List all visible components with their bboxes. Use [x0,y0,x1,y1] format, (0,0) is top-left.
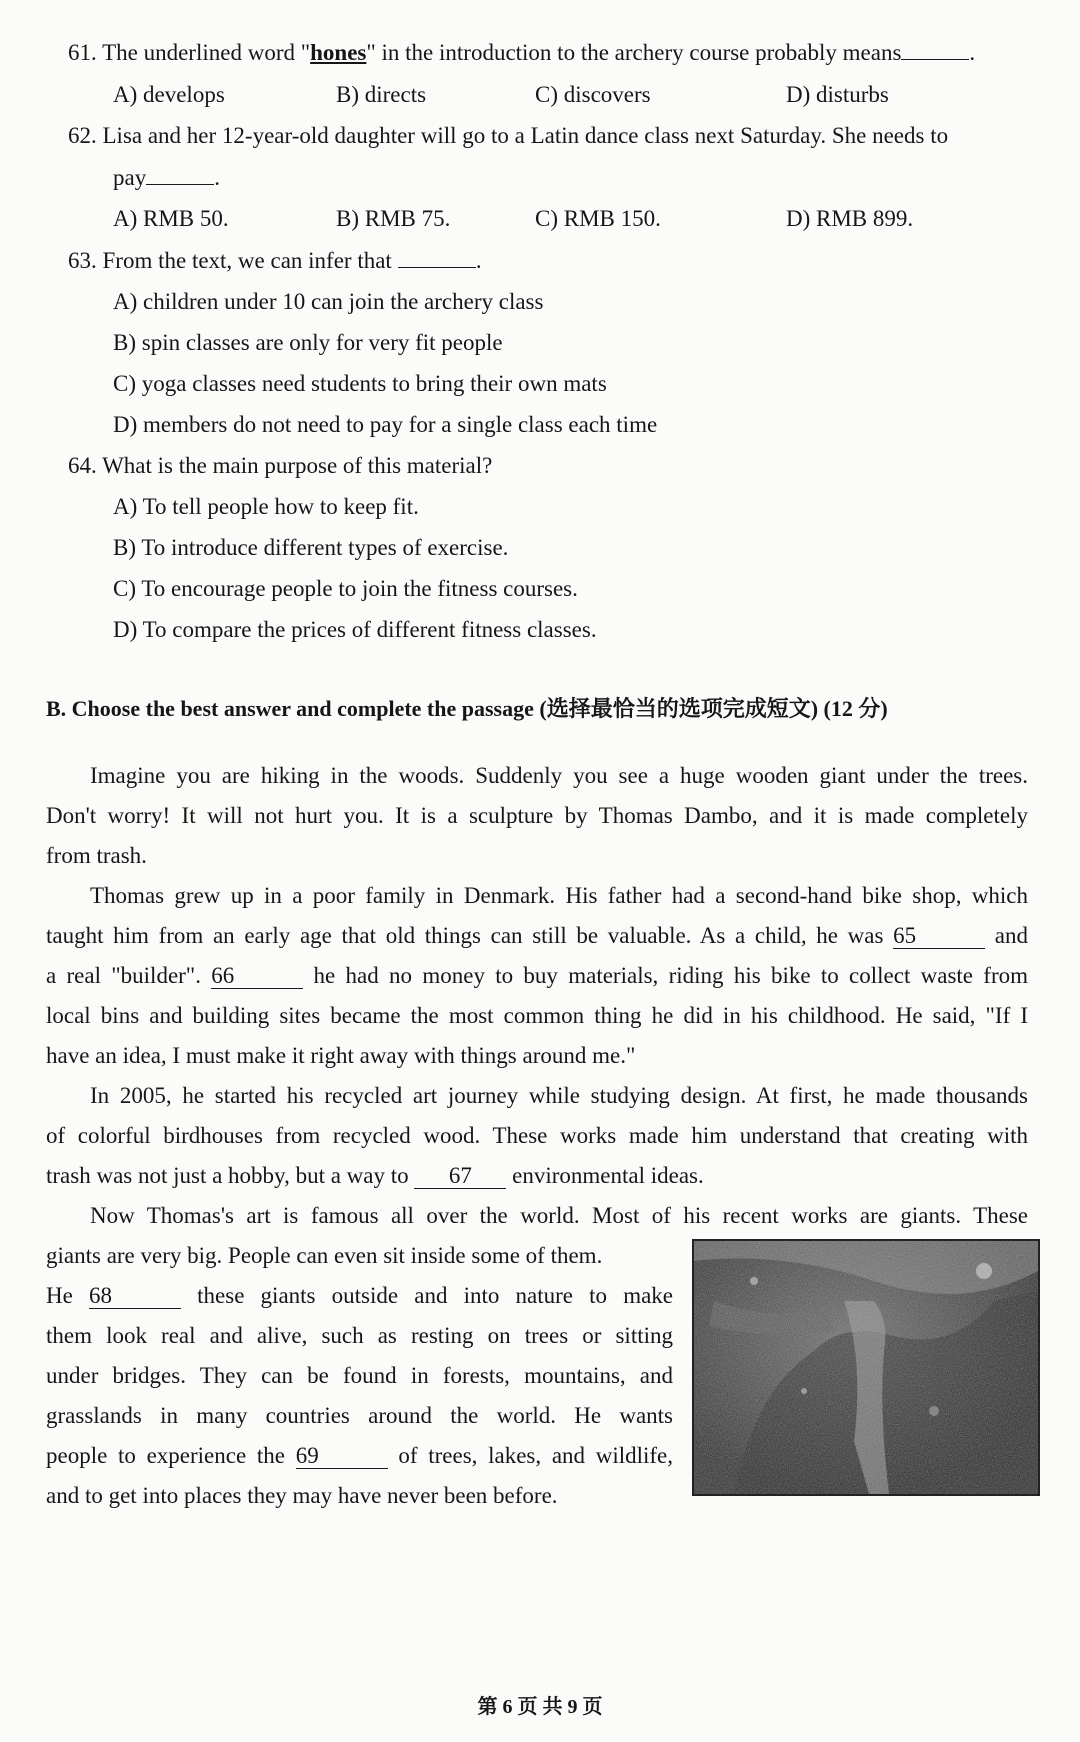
passage-p3-line2: of colorful birdhouses from recycled wood. These works made him understand that creating with [46,1123,1028,1148]
passage-p4-line4: them look real and alive, such as resting on trees or sitting [46,1323,673,1348]
passage-p1-line1: Imagine you are hiking in the woods. Suddenly you see a huge wooden giant under the trees. [90,763,1028,788]
passage-p4-line8: and to get into places they may have never been before. [46,1483,558,1508]
q63-option-a: A) children under 10 can join the archery class [113,289,544,314]
passage-p1-line2: Don't worry! It will not hurt you. It is a sculpture by Thomas Dambo, and it is made completely [46,803,1028,828]
question-61-stem: 61. The underlined word "hones" in the introduction to the archery course probably means . [68,40,976,65]
passage-p4-line3: He 68 these giants outside and into nature to make [46,1283,673,1308]
passage-p3-line3: trash was not just a hobby, but a way to 67 environmental ideas. [46,1163,704,1188]
q64-option-c: C) To encourage people to join the fitness courses. [113,576,578,601]
passage-p4-line7: people to experience the 69 of trees, lakes, and wildlife, [46,1443,674,1468]
blank-66: 66 [211,964,303,989]
page-footer: 第 6 页 共 9 页 [477,1696,603,1718]
blank-68: 68 [89,1284,181,1309]
q61-option-c: C) discovers [535,82,651,107]
q61-option-a: A) develops [113,82,225,107]
section-b-heading: B. Choose the best answer and complete the passage (选择最恰当的选项完成短文) (12 分) [46,696,888,721]
question-62-stem: 62. Lisa and her 12-year-old daughter will go to a Latin dance class next Saturday. She needs to [68,123,949,148]
q61-option-b: B) directs [336,82,427,107]
answer-blank [146,184,214,185]
q61-option-d: D) disturbs [786,82,889,107]
q64-option-a: A) To tell people how to keep fit. [113,494,419,519]
q62-option-a: A) RMB 50. [113,206,229,231]
q62-option-d: D) RMB 899. [786,206,914,231]
passage-p3-line1: In 2005, he started his recycled art journey while studying design. At first, he made thousands [90,1083,1028,1108]
passage-p4-line2: giants are very big. People can even sit inside some of them. [46,1243,603,1268]
q62-option-b: B) RMB 75. [336,206,451,231]
blank-65: 65 [893,924,985,949]
passage-p4-line6: grasslands in many countries around the world. He wants [46,1403,673,1428]
blank-67: 67 [414,1164,506,1189]
forest-sculpture-image [694,1241,1038,1494]
blank-69: 69 [296,1444,388,1469]
q62-option-c: C) RMB 150. [535,206,661,231]
answer-blank [901,59,969,60]
underlined-word: hones [310,40,367,65]
passage-p2-line3: a real "builder". 66 he had no money to buy materials, riding his bike to collect waste from [46,963,1028,988]
passage-p2-line2: taught him from an early age that old things can still be valuable. As a child, he was 65 and [46,923,1029,948]
q63-option-c: C) yoga classes need students to bring their own mats [113,371,607,396]
question-64-stem: 64. What is the main purpose of this material? [68,453,493,478]
question-62-stem-cont: pay . [113,165,220,190]
passage-p2-line1: Thomas grew up in a poor family in Denmark. His father had a second-hand bike shop, which [90,883,1028,908]
q64-option-b: B) To introduce different types of exercise. [113,535,509,560]
passage-p2-line5: have an idea, I must make it right away with things around me." [46,1043,636,1068]
passage-p4-line5: under bridges. They can be found in forests, mountains, and [46,1363,673,1388]
q63-option-d: D) members do not need to pay for a single class each time [113,412,658,437]
passage-p2-line4: local bins and building sites became the most common thing he did in his childhood. He said, "If I [46,1003,1028,1028]
q63-option-b: B) spin classes are only for very fit people [113,330,503,355]
question-63-stem: 63. From the text, we can infer that . [68,248,482,273]
wooden-giant-photo [692,1239,1040,1496]
q64-option-d: D) To compare the prices of different fitness classes. [113,617,597,642]
answer-blank [398,267,476,268]
passage-p1-line3: from trash. [46,843,147,868]
passage-p4-line1: Now Thomas's art is famous all over the world. Most of his recent works are giants. These [90,1203,1028,1228]
